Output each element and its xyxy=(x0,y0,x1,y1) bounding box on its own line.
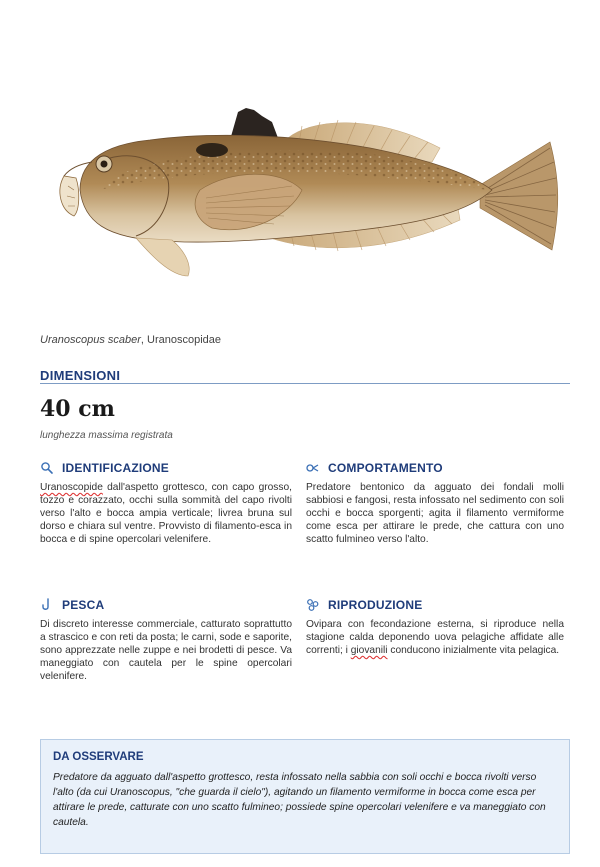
section-title: IDENTIFICAZIONE xyxy=(62,461,169,475)
section-text: Di discreto interesse commerciale, catturato soprattutto a strascico e con reti da posta; le carni, sode e saporite, sono apprezzate nelle zuppe e nei brodetti di pesce. Va maneggiato con cautela per le spine opercolari velenifere. xyxy=(40,619,292,682)
section-text xyxy=(40,481,292,546)
max-length-note: lunghezza massima registrata xyxy=(40,430,173,441)
fishing-hook-icon xyxy=(40,598,54,612)
behavior-icon xyxy=(306,461,320,475)
caption-family: , Uranoscopidae xyxy=(140,334,221,346)
observe-title: DA OSSERVARE xyxy=(53,751,144,763)
section-title: COMPORTAMENTO xyxy=(328,461,443,475)
section-pesca xyxy=(40,597,292,683)
observe-box xyxy=(40,739,570,854)
section-text-rest: dall'aspetto grottesco, con capo grosso, tozzo e corazzato, occhi sulla sommità del capo rivolti verso l'alto e bocca ampia verticale; livrea bruna sul dorso e chiara sul ventre. Provvisto di filamento-esca in bocca e di spine opercolari velenifere. xyxy=(40,482,292,545)
misspelled-word: Uranoscopide xyxy=(40,482,103,493)
section-identificazione xyxy=(40,460,292,546)
section-text: Predatore bentonico da agguato dei fondali molli sabbiosi e fangosi, resta infossato nel sedimento con soli occhi e bocca sporgenti; agita il filamento vermiforme come esca per attirare le prede, che cattura con uno scatto fulmineo verso l'alto. xyxy=(306,482,564,545)
eggs-icon xyxy=(306,598,320,612)
caption-species: Uranoscopus scaber xyxy=(40,334,141,346)
section-comportamento xyxy=(306,460,564,546)
figure-caption xyxy=(40,334,221,346)
section-title: RIPRODUZIONE xyxy=(328,598,423,612)
section-title: PESCA xyxy=(62,598,105,612)
misspelled-word: giovanili xyxy=(350,645,388,656)
observe-text: Predatore da agguato dall'aspetto grottesco, resta infossato nella sabbia con soli occhi e bocca rivolti verso l'alto (da cui Uranoscopus, "che guarda il cielo"), agitando un filamento vermiforme in bocca come esca per attirare le prede, catturate con uno scatto fulmineo; possiede spine opercolari velenifere e va maneggiato con cautela. xyxy=(53,772,546,828)
section-text-a: Ovipara con fecondazione esterna, si riproduce nella stagione calda deponendo uova pelagiche affidate alle correnti; i xyxy=(306,619,564,656)
stargazer-fish-image xyxy=(40,40,570,320)
search-icon xyxy=(40,461,54,475)
dimensions-divider xyxy=(40,383,570,384)
fish-illustration xyxy=(40,40,570,320)
section-text-b: conducono inizialmente vita pelagica. xyxy=(387,645,560,656)
section-text xyxy=(306,618,564,657)
section-riproduzione xyxy=(306,597,564,657)
dimensions-heading: DIMENSIONI xyxy=(40,368,121,383)
max-length-value: 40 cm xyxy=(40,396,115,422)
